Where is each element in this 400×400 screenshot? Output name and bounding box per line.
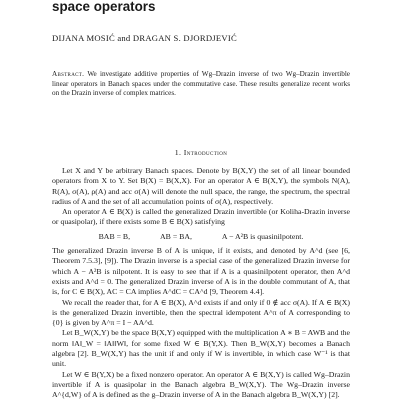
paper-authors: DIJANA MOSIĆ and DRAGAN S. DJORDJEVIĆ xyxy=(52,33,237,43)
paragraph: Let X and Y be arbitrary Banach spaces. Denote by B(X,Y) the set of all linear bounded operators from X to Y. Set B(X) = B(X,X). For an operator A ∈ B(X,Y), the symbols N(A), R(A), σ(A), ρ(A) and acc σ(A) will denote the null space, the range, the spectrum, the spectral radius of A and the set of all accumulation points of σ(A), respectively. xyxy=(52,166,350,206)
abstract xyxy=(52,70,350,99)
paragraph: The generalized Drazin inverse B of A is unique, if it exists, and denoted by A^d (see [6, Theorem 7.5.3], [9]). The Drazin inverse is a special case of the generalized Drazin inverse for which A − A²B is nilpotent. It is easy to see that if A is a quasinilpotent operator, then A^d exists and A^d = 0. The generalized Drazin inverse of A is in the double commutant of A, that is, for C ∈ B(X), AC = CA implies A^dC = CA^d [9, Theorem 4.4]. xyxy=(52,246,350,297)
equation-part: AB = BA, xyxy=(160,231,192,241)
paragraph: We recall the reader that, for A ∈ B(X), A^d exists if and only if 0 ∉ acc σ(A). If A ∈ B(X) is the generalized Drazin invertible, then the spectral idempotent A^π of A corresponding to {0} is given by A^π = I − AA^d. xyxy=(52,297,350,328)
paragraph: Let B_W(X,Y) be the space B(X,Y) equipped with the multiplication A ∗ B = AWB and the norm ‖A‖_W = ‖A‖‖W‖, for some fixed W ∈ B(Y,X). Then B_W(X,Y) becomes a Banach algebra [2]. B_W(X,Y) has the unit if and only if W is invertible, in which case W⁻¹ is that unit. xyxy=(52,328,350,369)
paragraph: Let W ∈ B(Y,X) be a fixed nonzero operator. An operator A ∈ B(X,Y) is called Wg–Drazin invertible if A is quasipolar in the Banach algebra B_W(X,Y). The Wg–Drazin inverse A^{d,W} of A is defined as the g–Drazin inverse of A in the Banach algebra B_W(X,Y) [2]. xyxy=(52,369,350,400)
section-title: Introduction xyxy=(183,148,228,157)
abstract-text: We investigate additive properties of Wg–Drazin inverse of two Wg–Drazin invertible linear operators in Banach spaces under the commutative case. These results generalize recent works on the Drazin inverse of complex matrices. xyxy=(52,70,351,98)
paper-body xyxy=(52,166,350,400)
section-number: 1. xyxy=(174,148,182,157)
paper-title: space operators xyxy=(52,0,156,14)
abstract-label: Abstract. xyxy=(52,70,85,78)
section-heading xyxy=(52,148,350,157)
display-equation xyxy=(52,232,350,242)
equation-part: BAB = B, xyxy=(98,231,131,241)
paragraph: An operator A ∈ B(X) is called the generalized Drazin invertible (or Koliha-Drazin inverse or quasipolar), if there exists some B ∈ B(X) satisfying xyxy=(52,207,350,227)
equation-part: A − A²B is quasinilpotent. xyxy=(221,231,304,241)
